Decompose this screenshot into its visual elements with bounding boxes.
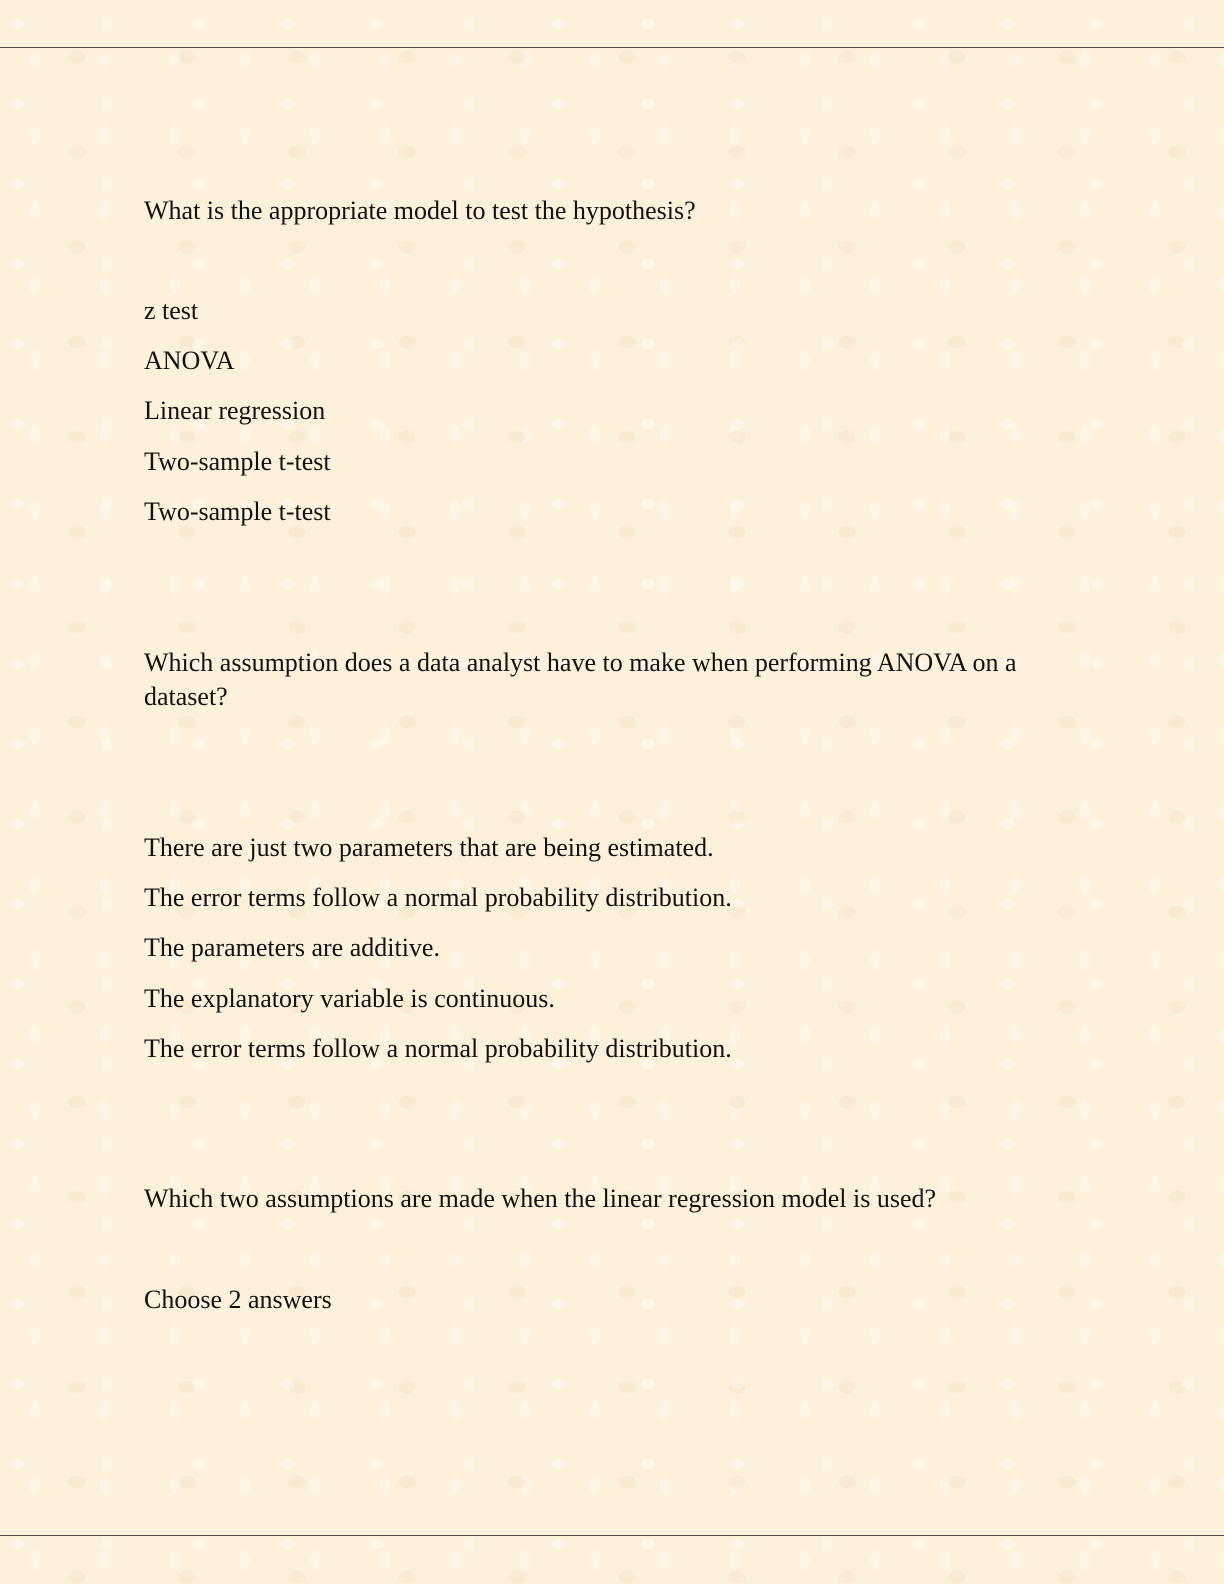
question-2-option-5: The error terms follow a normal probability distribution. <box>144 1034 732 1063</box>
question-1-option-4: Two-sample t-test <box>144 447 331 476</box>
question-2-option-1: There are just two parameters that are being estimated. <box>144 833 714 862</box>
question-1-prompt: What is the appropriate model to test the hypothesis? <box>144 196 696 225</box>
question-2-option-3: The parameters are additive. <box>144 933 440 962</box>
question-3-prompt: Which two assumptions are made when the linear regression model is used? <box>144 1184 937 1213</box>
top-divider <box>0 47 1224 48</box>
question-3-instruction: Choose 2 answers <box>144 1285 332 1314</box>
bottom-divider <box>0 1535 1224 1536</box>
question-2-prompt: Which assumption does a data analyst have to make when performing ANOVA on a dataset? <box>144 648 1017 711</box>
question-1-option-1: z test <box>144 296 199 325</box>
question-2-option-2: The error terms follow a normal probability distribution. <box>144 883 732 912</box>
question-2-option-4: The explanatory variable is continuous. <box>144 984 555 1013</box>
question-1-option-5: Two-sample t-test <box>144 497 331 526</box>
question-1-option-2: ANOVA <box>144 346 235 375</box>
question-1-option-3: Linear regression <box>144 396 326 425</box>
